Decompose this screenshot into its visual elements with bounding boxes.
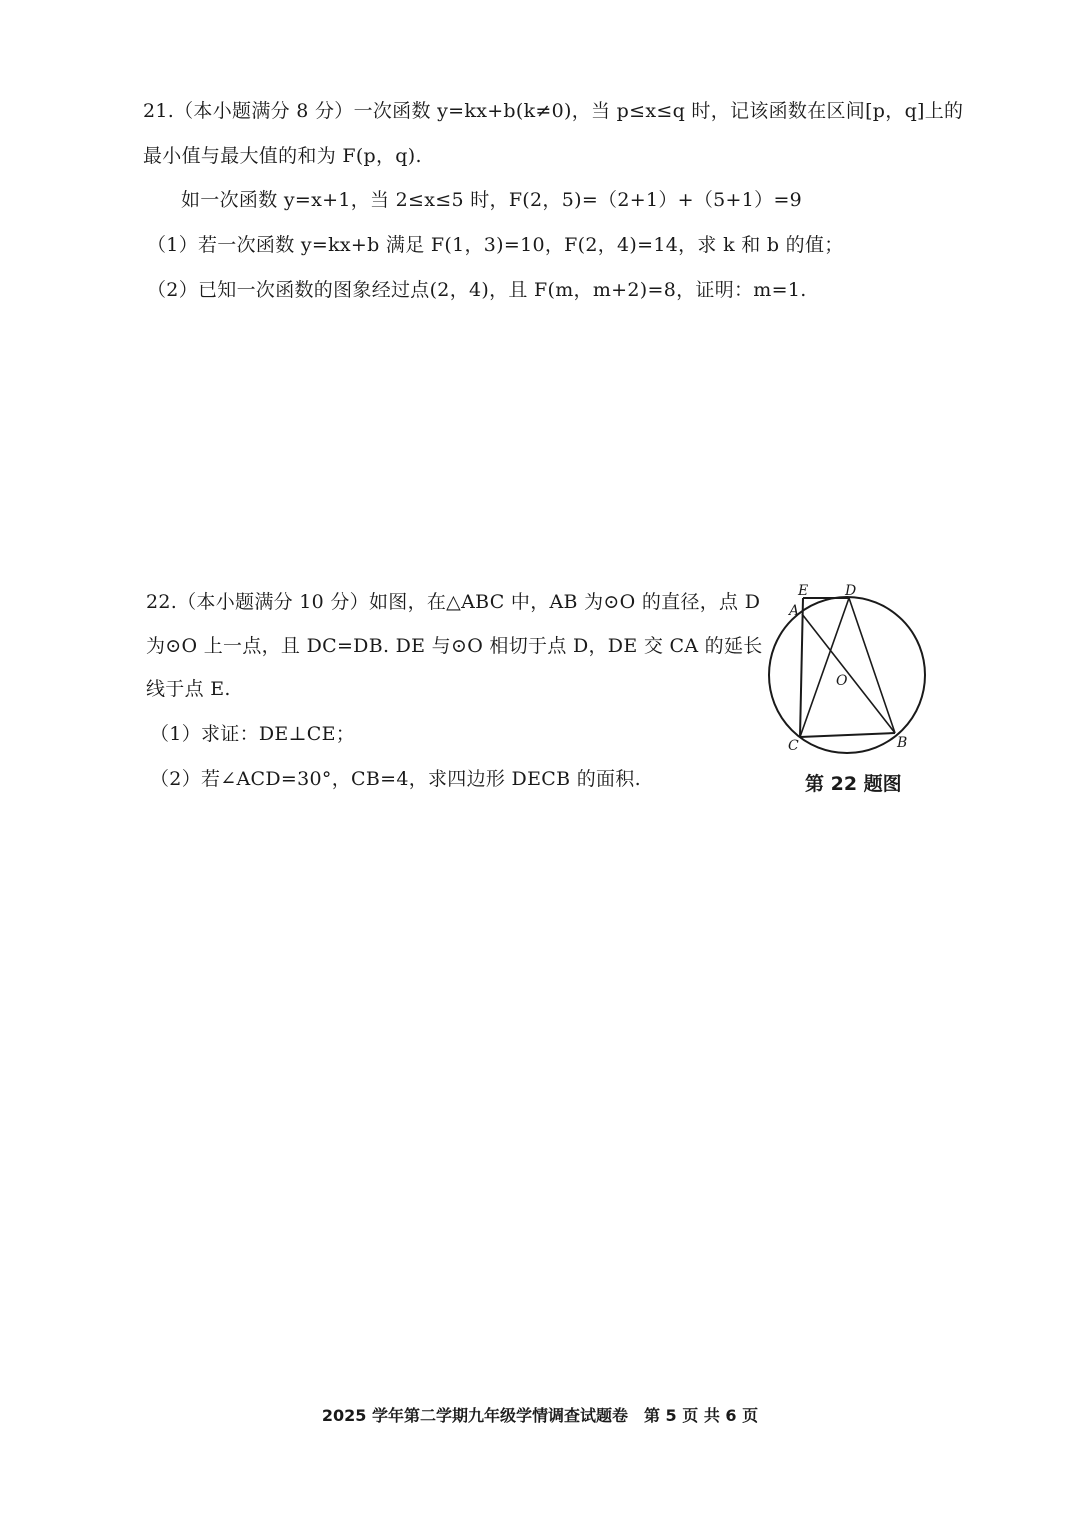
q22-part-1: （1）求证：DE⊥CE； bbox=[150, 723, 356, 745]
segment-db bbox=[849, 598, 895, 733]
label-e: E bbox=[798, 583, 809, 599]
q22-part-2: （2）若∠ACD=30°，CB=4，求四边形 DECB 的面积. bbox=[150, 768, 641, 790]
label-a: A bbox=[789, 603, 800, 619]
page-footer: 2025 学年第二学期九年级学情调查试题卷 第 5 页 共 6 页 bbox=[321, 1406, 759, 1425]
segment-ab bbox=[802, 614, 895, 733]
q22-line-2: 为⊙O 上一点，且 DC=DB. DE 与⊙O 相切于点 D，DE 交 CA 的延长 bbox=[146, 635, 763, 657]
q22-line-3: 线于点 E. bbox=[146, 678, 231, 700]
q21-line-2: 最小值与最大值的和为 F(p，q). bbox=[143, 145, 422, 167]
q21-example: 如一次函数 y=x+1，当 2≤x≤5 时，F(2，5)=（2+1）+（5+1）=9 bbox=[181, 189, 803, 211]
segment-ec bbox=[800, 598, 803, 737]
segment-cb bbox=[800, 733, 895, 737]
q21-part-2: （2）已知一次函数的图象经过点(2，4)，且 F(m，m+2)=8，证明：m=1. bbox=[147, 279, 807, 301]
label-d: D bbox=[845, 583, 857, 599]
figure-caption: 第 22 题图 bbox=[805, 773, 902, 795]
q22-line-1: 22.（本小题满分 10 分）如图，在△ABC 中，AB 为⊙O 的直径，点 D bbox=[146, 591, 761, 613]
q22-geometry-figure bbox=[760, 575, 940, 765]
q21-line-1: 21.（本小题满分 8 分）一次函数 y=kx+b(k≠0)，当 p≤x≤q 时，记该函数在区间[p，q]上的 bbox=[143, 100, 964, 122]
label-c: C bbox=[788, 738, 799, 754]
q21-part-1: （1）若一次函数 y=kx+b 满足 F(1，3)=10，F(2，4)=14，求 k 和 b 的值； bbox=[147, 234, 844, 256]
label-o: O bbox=[836, 673, 848, 689]
segment-dc bbox=[800, 598, 849, 737]
label-b: B bbox=[897, 735, 908, 751]
